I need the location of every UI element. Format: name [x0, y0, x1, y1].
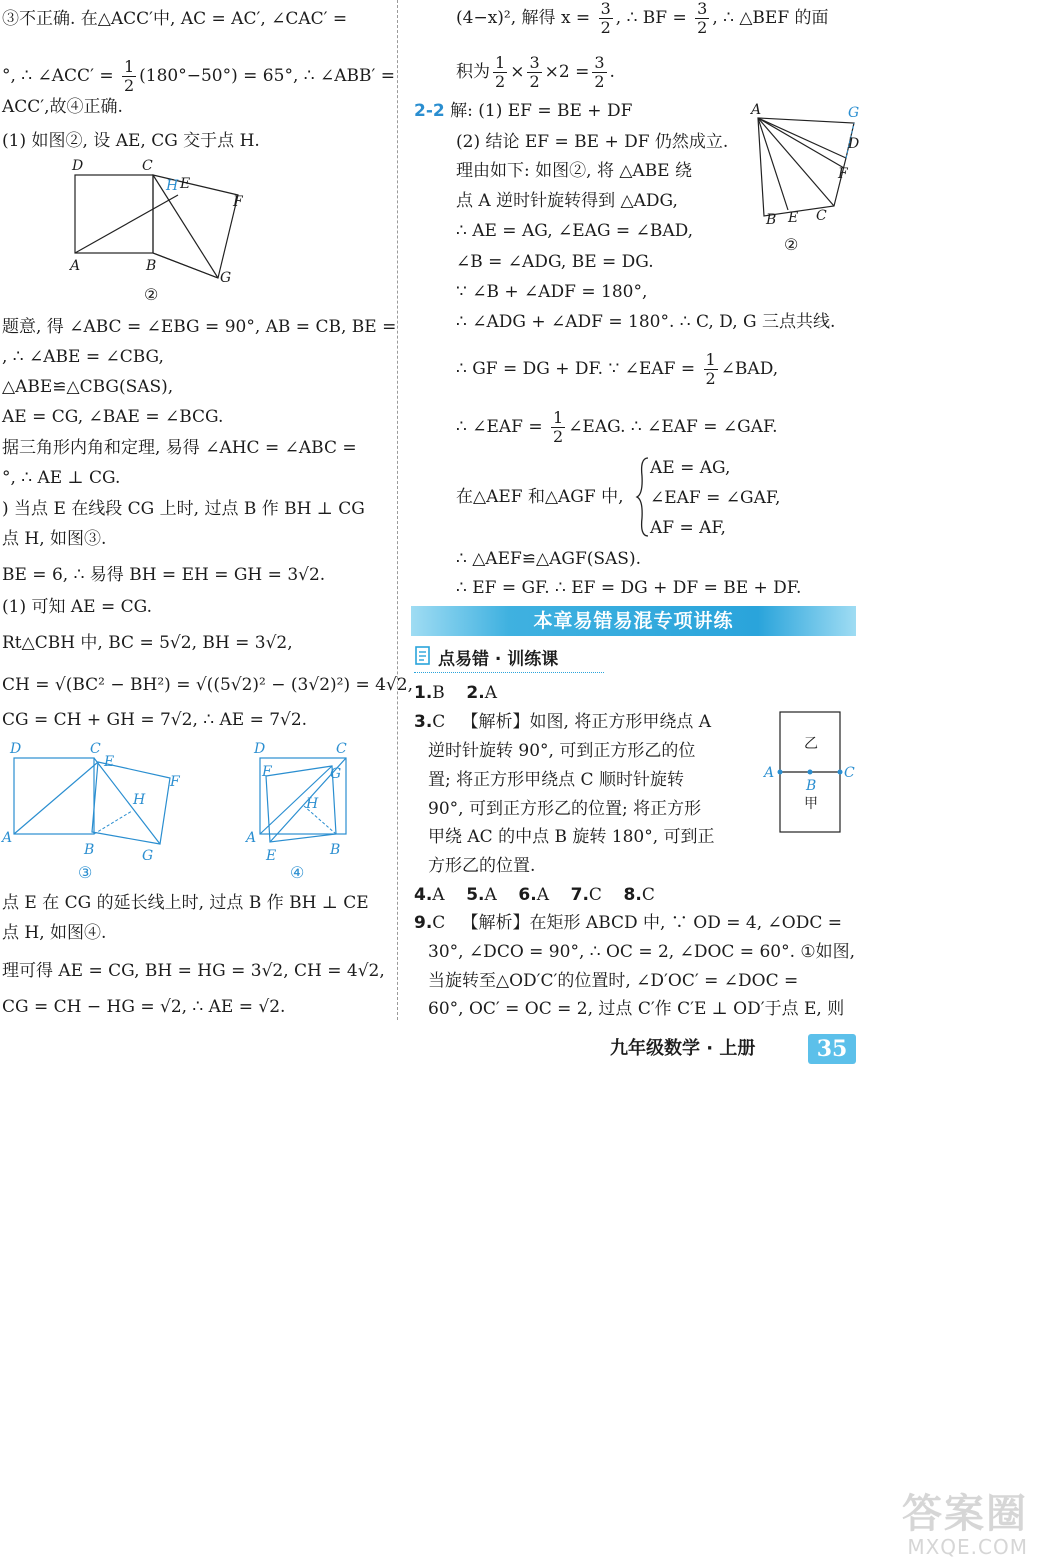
svg-text:B: B — [330, 842, 341, 858]
svg-text:A: A — [751, 102, 762, 118]
q22-line-7: ∵ ∠B + ∠ADF = 180°, — [456, 282, 648, 302]
svg-text:D: D — [10, 741, 22, 757]
left-line-7: △ABE≌△CBG(SAS), — [2, 377, 174, 397]
q22-line-13: ∴ EF = GF. ∴ EF = DG + DF = BE + DF. — [456, 578, 802, 598]
q9-line-1: 9.C 【解析】在矩形 ABCD 中, ∵ OD = 4, ∠ODC = — [414, 913, 842, 933]
answers-row-1: 1.B 2.A — [414, 683, 497, 703]
svg-text:③: ③ — [78, 863, 93, 882]
left-line-19: 点 H, 如图④. — [2, 923, 107, 943]
q22-line-4: 点 A 逆时针旋转得到 △ADG, — [456, 191, 678, 211]
left-line-4: (1) 如图②, 设 AE, CG 交于点 H. — [2, 131, 260, 151]
svg-text:H: H — [306, 796, 319, 812]
left-line-11: ) 当点 E 在线段 CG 上时, 过点 B 作 BH ⊥ CG — [2, 499, 365, 519]
q9-line-3: 当旋转至△OD′C′的位置时, ∠D′OC′ = ∠DOC = — [428, 971, 799, 991]
svg-text:G: G — [220, 270, 232, 286]
q3-line-5: 甲绕 AC 的中点 B 旋转 180°, 可到正 — [428, 827, 715, 847]
q9-line-4: 60°, OC′ = OC = 2, 过点 C′作 C′E ⊥ OD′于点 E, 则 — [428, 999, 845, 1019]
subhead — [414, 646, 558, 670]
svg-text:E: E — [788, 210, 799, 226]
left-line-20: 理可得 AE = CG, BH = HG = 3√2, CH = 4√2, — [2, 961, 385, 981]
q3-line-2: 逆时针旋转 90°, 可到正方形乙的位 — [428, 741, 696, 761]
svg-text:B: B — [146, 258, 157, 274]
section-banner: 本章易错易混专项讲练 — [411, 606, 856, 636]
left-line-8: AE = CG, ∠BAE = ∠BCG. — [2, 407, 224, 427]
svg-text:A: A — [70, 258, 81, 274]
footer-title: 九年级数学 · 上册 — [610, 1038, 756, 1059]
watermark: 答案圈 MXQE.COM — [902, 1491, 1028, 1559]
svg-text:B: B — [84, 842, 95, 858]
svg-text:F: F — [170, 774, 180, 790]
left-line-9: 据三角形内角和定理, 易得 ∠AHC = ∠ABC = — [2, 438, 357, 458]
svg-text:C: C — [816, 208, 827, 224]
figure-q3 — [762, 708, 862, 838]
figure-3 — [0, 736, 200, 886]
svg-text:G: G — [142, 848, 154, 864]
answers-row-2: 4.A 5.A 6.A 7.C 8.C — [414, 885, 655, 905]
q22-line-5: ∴ AE = AG, ∠EAG = ∠BAD, — [456, 221, 694, 241]
left-line-5: 题意, 得 ∠ABC = ∠EBG = 90°, AB = CB, BE = — [2, 317, 397, 337]
left-line-16: CH = √(BC² − BH²) = √((5√2)² − (3√2)²) = 4√2, — [2, 675, 414, 695]
svg-text:④: ④ — [290, 863, 305, 882]
left-line-1: ③不正确. 在△ACC′中, AC = AC′, ∠CAC′ = — [2, 9, 348, 29]
left-line-6: , ∴ ∠ABE = ∠CBG, — [2, 347, 164, 367]
left-line-15: Rt△CBH 中, BC = 5√2, BH = 3√2, — [2, 633, 293, 653]
q22-sys-2: ∠EAF = ∠GAF, — [650, 488, 781, 508]
q3-line-4: 90°, 可到正方形乙的位置; 将正方形 — [428, 799, 702, 819]
q22-line-1: 2-2 解: (1) EF = BE + DF — [414, 101, 633, 121]
column-divider — [397, 0, 398, 1020]
q22-line-11: 在△AEF 和△AGF 中, — [456, 487, 624, 507]
q9-line-2: 30°, ∠DCO = 90°, ∴ OC = 2, ∠DOC = 60°. ①如图, — [428, 942, 856, 962]
right-top-line-2: 积为 $\frac{1}{2}$ × $\frac{3}{2}$ ×2 = $\frac{3}{2}$ . — [456, 53, 615, 91]
page-number: 35 — [808, 1034, 856, 1064]
svg-text:E: E — [266, 848, 277, 864]
left-line-18: 点 E 在 CG 的延长线上时, 过点 B 作 BH ⊥ CE — [2, 893, 369, 913]
svg-text:E: E — [104, 754, 115, 770]
q3-line-1: 3.C 【解析】如图, 将正方形甲绕点 A — [414, 712, 712, 732]
svg-text:H: H — [133, 792, 146, 808]
svg-text:H: H — [166, 178, 179, 194]
svg-text:②: ② — [784, 235, 799, 254]
q22-line-3: 理由如下: 如图②, 将 △ABE 绕 — [456, 161, 692, 181]
svg-text:F: F — [838, 166, 848, 182]
svg-text:C: C — [336, 741, 347, 757]
left-line-3: ACC′,故④正确. — [2, 97, 123, 117]
svg-text:F: F — [262, 764, 272, 780]
right-top-line-1: (4−x)², 解得 x = $\frac{3}{2}$ , ∴ BF = $\frac{3}{2}$ , ∴ △BEF 的面 — [456, 0, 829, 37]
svg-text:A: A — [246, 830, 257, 846]
svg-text:②: ② — [144, 285, 159, 304]
q3-line-6: 方形乙的位置. — [428, 856, 536, 876]
q22-line-8: ∴ ∠ADG + ∠ADF = 180°. ∴ C, D, G 三点共线. — [456, 312, 836, 332]
figure-2-left — [60, 150, 260, 310]
svg-text:E: E — [180, 176, 191, 192]
svg-text:C: C — [844, 765, 855, 781]
document-icon — [414, 646, 432, 673]
q22-line-10: ∴ ∠EAF = $\frac{1}{2}$ ∠EAG. ∴ ∠EAF = ∠GAF. — [456, 408, 778, 446]
svg-text:A: A — [2, 830, 13, 846]
figure-2-right — [748, 98, 868, 258]
svg-text:B: B — [766, 212, 777, 228]
left-line-12: 点 H, 如图③. — [2, 529, 107, 549]
svg-text:G: G — [848, 105, 860, 121]
svg-text:D: D — [848, 136, 860, 152]
svg-text:C: C — [142, 158, 153, 174]
svg-text:D: D — [254, 741, 266, 757]
left-line-10: °, ∴ AE ⊥ CG. — [2, 468, 121, 488]
left-line-17: CG = CH + GH = 7√2, ∴ AE = 7√2. — [2, 710, 308, 730]
brace-icon — [636, 456, 650, 538]
svg-text:A: A — [764, 765, 775, 781]
svg-text:B: B — [806, 778, 817, 794]
q22-line-9: ∴ GF = DG + DF. ∵ ∠EAF = $\frac{1}{2}$ ∠BAD, — [456, 350, 779, 388]
left-line-2: °, ∴ ∠ACC′ = $\frac{1}{2}$ (180°−50°) = 65°, ∴ ∠ABB′ = — [2, 57, 395, 95]
left-line-14: (1) 可知 AE = CG. — [2, 597, 153, 617]
svg-text:F: F — [233, 194, 243, 210]
q3-line-3: 置; 将正方形甲绕点 C 顺时针旋转 — [428, 770, 684, 790]
svg-text:甲: 甲 — [804, 796, 818, 812]
q22-sys-1: AE = AG, — [650, 458, 731, 478]
q22-line-12: ∴ △AEF≌△AGF(SAS). — [456, 549, 641, 569]
svg-text:D: D — [72, 158, 84, 174]
svg-text:G: G — [330, 766, 342, 782]
svg-text:C: C — [90, 741, 101, 757]
q22-sys-3: AF = AF, — [650, 518, 726, 538]
subhead-label: 点易错 · 训练课 — [438, 649, 559, 670]
left-line-21: CG = CH − HG = √2, ∴ AE = √2. — [2, 997, 286, 1017]
q22-line-6: ∠B = ∠ADG, BE = DG. — [456, 252, 654, 272]
q22-line-2: (2) 结论 EF = BE + DF 仍然成立. — [456, 132, 729, 152]
left-line-13: BE = 6, ∴ 易得 BH = EH = GH = 3√2. — [2, 565, 326, 585]
subhead-rule — [414, 672, 604, 673]
figure-4 — [244, 736, 364, 886]
q22-number: 2-2 — [414, 101, 445, 121]
svg-text:乙: 乙 — [804, 736, 818, 752]
